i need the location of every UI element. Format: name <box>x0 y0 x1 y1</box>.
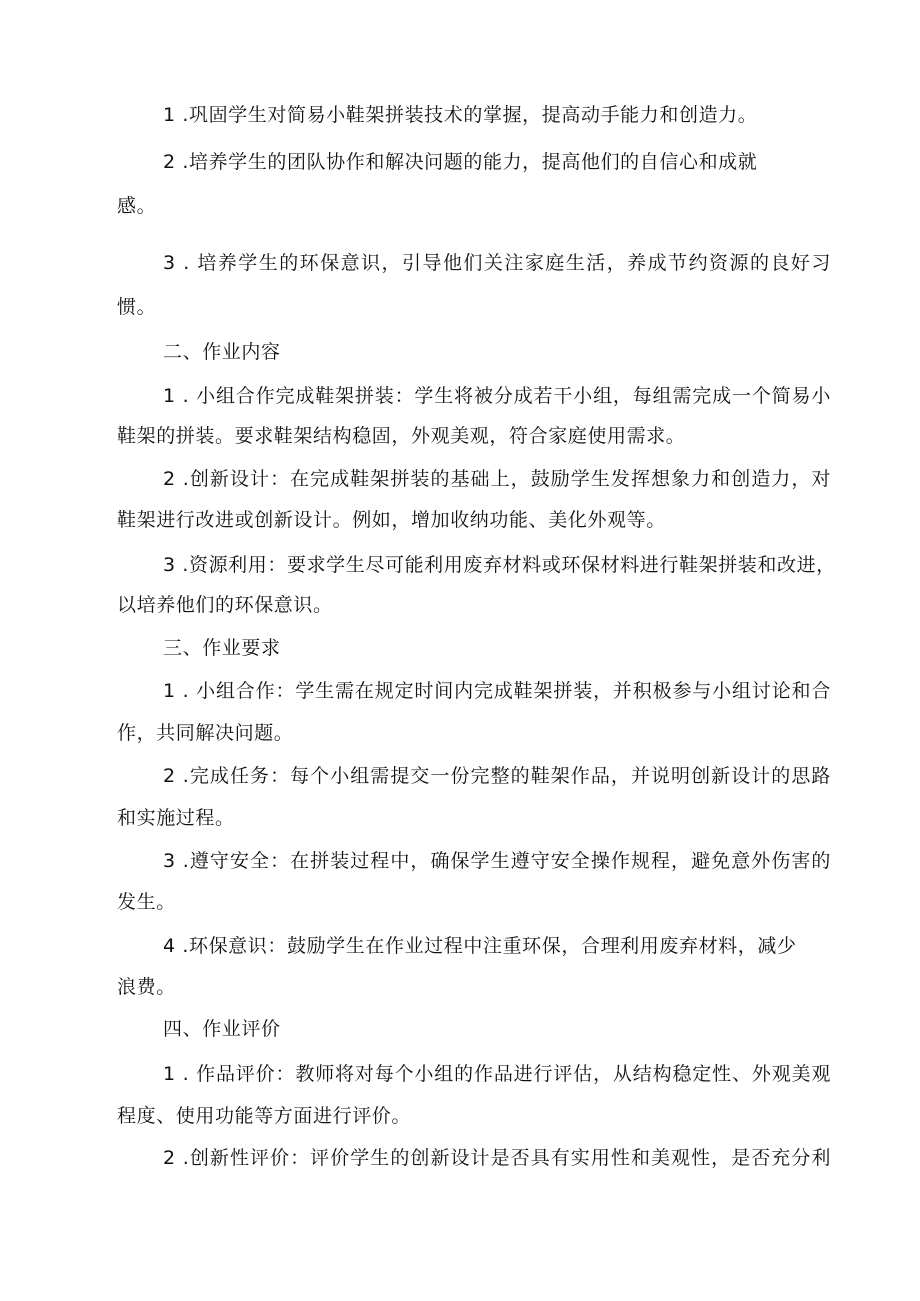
s1-item2-line1: 2 .培养学生的团队协作和解决问题的能力，提高他们的自信心和成就 <box>163 151 758 173</box>
s4-item1-line2: 程度、使用功能等方面进行评价。 <box>117 1105 412 1127</box>
s2-item1-line1: 1 . 小组合作完成鞋架拼装：学生将被分成若干小组，每组需完成一个简易小 <box>163 385 831 407</box>
s4-item1-line1: 1 . 作品评价：教师将对每个小组的作品进行评估，从结构稳定性、外观美观 <box>163 1063 831 1085</box>
s2-item2-line1: 2 .创新设计：在完成鞋架拼装的基础上，鼓励学生发挥想象力和创造力，对 <box>163 468 831 490</box>
section2-heading: 二、作业内容 <box>163 341 281 363</box>
s3-item2-line1: 2 .完成任务：每个小组需提交一份完整的鞋架作品，并说明创新设计的思路 <box>163 765 831 787</box>
s3-item4-line2: 浪费。 <box>117 976 176 998</box>
s2-item3-line2: 以培养他们的环保意识。 <box>117 594 333 616</box>
s3-item1-line2: 作，共同解决问题。 <box>117 722 294 744</box>
s3-item2-line2: 和实施过程。 <box>117 807 235 829</box>
s1-item3-line2: 惯。 <box>117 296 157 318</box>
section3-heading: 三、作业要求 <box>163 637 281 659</box>
s1-item2-line2: 感。 <box>117 195 157 217</box>
s4-item2-line1: 2 .创新性评价：评价学生的创新设计是否具有实用性和美观性，是否充分利 <box>163 1147 831 1169</box>
s1-item3-line1: 3 . 培养学生的环保意识，引导他们关注家庭生活，养成节约资源的良好习 <box>163 252 831 274</box>
s1-item1: 1 .巩固学生对简易小鞋架拼装技术的掌握，提高动手能力和创造力。 <box>163 104 758 126</box>
s3-item3-line1: 3 .遵守安全：在拼装过程中，确保学生遵守安全操作规程，避免意外伤害的 <box>163 850 831 872</box>
s2-item2-line2: 鞋架进行改进或创新设计。例如，增加收纳功能、美化外观等。 <box>117 509 666 531</box>
s3-item3-line2: 发生。 <box>117 891 176 913</box>
s2-item3-line1: 3 .资源利用：要求学生尽可能利用废弃材料或环保材料进行鞋架拼装和改进， <box>163 554 836 576</box>
s3-item1-line1: 1 . 小组合作：学生需在规定时间内完成鞋架拼装，并积极参与小组讨论和合 <box>163 680 831 702</box>
s3-item4-line1: 4 .环保意识：鼓励学生在作业过程中注重环保，合理利用废弃材料，减少 <box>163 935 797 957</box>
section4-heading: 四、作业评价 <box>163 1018 281 1040</box>
s2-item1-line2: 鞋架的拼装。要求鞋架结构稳固，外观美观，符合家庭使用需求。 <box>117 425 686 447</box>
